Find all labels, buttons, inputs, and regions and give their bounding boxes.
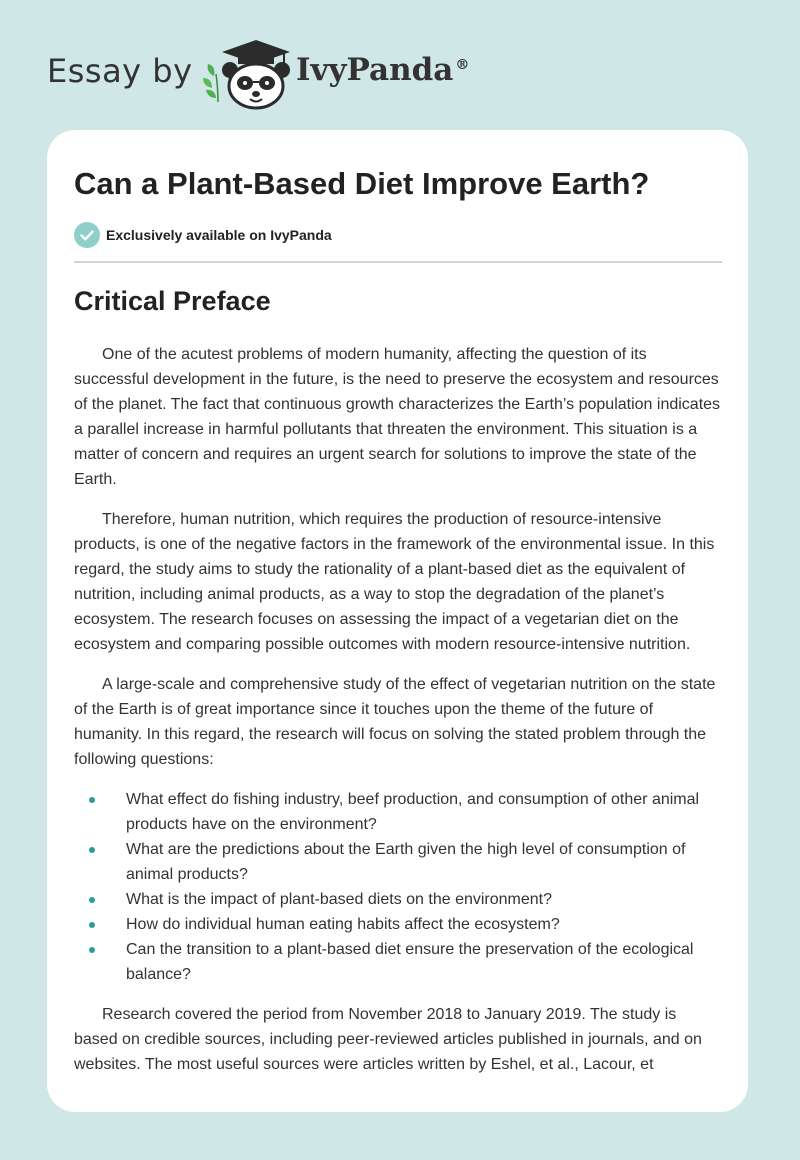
paragraph: One of the acutest problems of modern humanity, affecting the question of its successful development in the future, is the need to preserve the ecosystem and resources of the planet. The fact that continuous growth characterizes the Earth’s population indicates a parallel increase in harmful pollutants that threaten the environment. This situation is a matter of concern and requires an urgent search for solutions to improve the state of the Earth. xyxy=(74,346,721,488)
check-circle-icon xyxy=(74,222,100,248)
divider xyxy=(74,261,722,263)
exclusive-badge xyxy=(74,222,332,248)
article-body xyxy=(74,342,722,1092)
site-header xyxy=(0,0,800,130)
paragraph: A large-scale and comprehensive study of the effect of vegetarian nutrition on the state of the Earth is of great importance since it touches upon the theme of the future of humanity. In this regard, the research will focus on solving the stated problem through the following questions: xyxy=(74,676,716,768)
exclusive-badge-text: Exclusively available on IvyPanda xyxy=(106,227,332,243)
section-heading: Critical Preface xyxy=(74,286,271,316)
list-item: What is the impact of plant-based diets on the environment? xyxy=(74,887,722,912)
paragraph: Research covered the period from November 2018 to January 2019. The study is based on credible sources, including peer-reviewed articles published in journals, and on websites. The most useful sources were articles written by Eshel, et al., Lacour, et xyxy=(74,1006,702,1073)
panda-graduate-icon[interactable] xyxy=(200,36,292,110)
article-card xyxy=(47,130,748,1112)
list-item: What are the predictions about the Earth given the high level of consumption of animal products? xyxy=(74,837,722,887)
brand-name[interactable]: IvyPanda ® xyxy=(296,52,470,88)
list-item: How do individual human eating habits affect the ecosystem? xyxy=(74,912,722,937)
list-item: Can the transition to a plant-based diet ensure the preservation of the ecological balance? xyxy=(74,937,722,987)
brand-prefix: Essay by xyxy=(47,52,193,90)
paragraph: Therefore, human nutrition, which requires the production of resource-intensive products, is one of the negative factors in the framework of the environmental issue. In this regard, the study aims to study the rationality of a plant-based diet as the equivalent of nutrition, including animal products, as a way to stop the degradation of the planet’s ecosystem. The research focuses on assessing the impact of a vegetarian diet on the ecosystem and comparing possible outcomes with modern resource-intensive nutrition. xyxy=(74,511,715,653)
research-questions-list xyxy=(74,787,722,987)
registered-mark: ® xyxy=(455,56,470,73)
article-title: Can a Plant-Based Diet Improve Earth? xyxy=(74,166,650,201)
list-item: What effect do fishing industry, beef production, and consumption of other animal products have on the environment? xyxy=(74,787,722,837)
